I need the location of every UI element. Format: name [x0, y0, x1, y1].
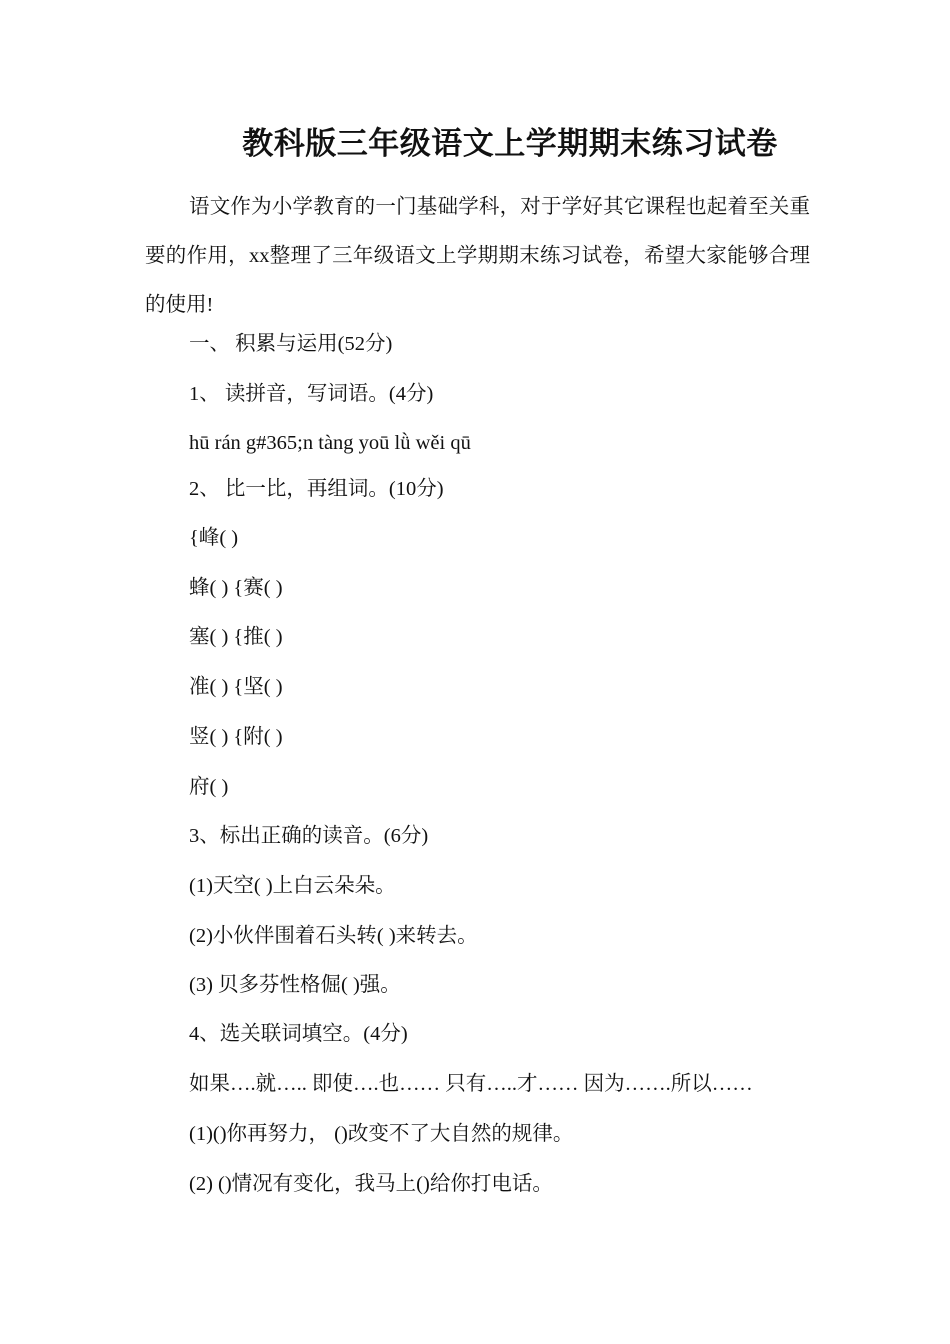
- document-title: 教科版三年级语文上学期期末练习试卷: [242, 126, 778, 161]
- question-1: 1、 读拼音，写词语。(4分): [189, 383, 434, 405]
- compare-line: 准( ) {坚( ): [189, 676, 283, 698]
- conjunction-options: 如果….就….. 即使….也…… 只有…..才…… 因为…….所以……: [189, 1073, 753, 1095]
- compare-line: {峰( ): [189, 527, 239, 549]
- section-heading: 一、 积累与运用(52分): [189, 333, 393, 355]
- reading-item: (3) 贝多芬性格倔( )强。: [189, 974, 401, 996]
- question-4: 4、选关联词填空。(4分): [189, 1023, 408, 1045]
- fill-item: (1)()你再努力， ()改变不了大自然的规律。: [189, 1123, 574, 1145]
- compare-line: 府( ): [189, 776, 229, 798]
- reading-item: (2)小伙伴围着石头转( )来转去。: [189, 925, 478, 947]
- question-3: 3、标出正确的读音。(6分): [189, 825, 429, 847]
- fill-item: (2) ()情况有变化，我马上()给你打电话。: [189, 1173, 553, 1195]
- compare-line: 竖( ) {附( ): [189, 726, 283, 748]
- pinyin-line: hū rán g#365;n tàng yoū lǜ wěi qū: [189, 432, 471, 454]
- intro-paragraph: 语文作为小学教育的一门基础学科，对于学好其它课程也起着至关重要的作用，xx整理了三年级语文上学期期末练习试卷，希望大家能够合理的使用!: [145, 196, 810, 316]
- reading-item: (1)天空( )上白云朵朵。: [189, 875, 396, 897]
- compare-line: 蜂( ) {赛( ): [189, 577, 283, 599]
- compare-line: 塞( ) {推( ): [189, 626, 283, 648]
- question-2: 2、 比一比，再组词。(10分): [189, 478, 444, 500]
